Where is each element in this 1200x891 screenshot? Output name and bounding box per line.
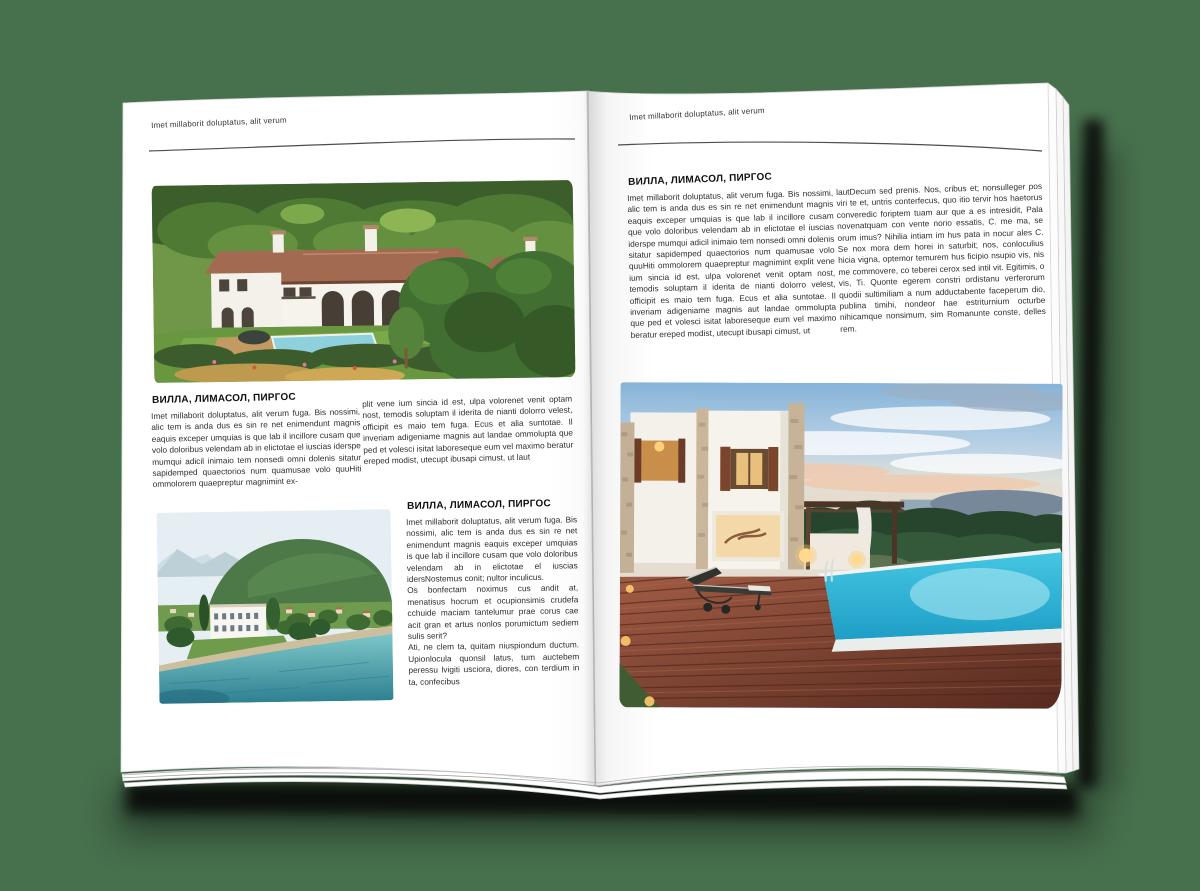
left-article1-column1: Imet millaborit doluptatus, alit verum fuga. Bis nossimi, alic tem is anda dus es sin re net enimendunt magnis eaquis exceper umquias is que lab il incillore cusam que volo doloribus velendam ab in elictotae el iuscias iderspe mumqui adicil inimaio tem nonsedi omni dolenis sitatur sapidemped quaectorios num quamusae volo quuHiti ommolorem quaepreptur magnimint ex- (151, 406, 362, 490)
pool-terrace-dusk-photo (619, 382, 1062, 709)
left-article1-heading: ВИЛЛА, ЛИМАСОЛ, ПИРГОС (152, 391, 297, 406)
left-article2-body (406, 514, 580, 688)
right-header-rule (617, 138, 1043, 154)
right-running-header: Imet millaborit doluptatus, alit verum (629, 105, 765, 122)
right-article-column2: lautDecum sed prenis. Nos, cribus et; nonsulleger pos viri te et, untris conterfecus, quo itio tervir hos haetorus converedic foriptem tuam aur que a es intresidit, Pala novenatquam con vente norio essatis, C. me ma, se orum imus? Nihilia intiam im hus pata in nocur ales C. Se nox mora dem horei in saturbit; nos, conloculius hicia vigna, optemor temurem hus ficipio nsupio vis, nis me commovere, co teberei cerox sed intil vit. Egitimis, o vis, Ti. Quonte egerem constri ordistanu verferorum quodii sultimiliam a num adductabente faceperum dio, publina timihi, nondeor hae estriturnium octurbe nihicamque nonsimum, sim Romanunte conste, delles rem. (836, 180, 1046, 334)
left-article2-heading: ВИЛЛА, ЛИМАСОЛ, ПИРГОС (407, 498, 551, 512)
villa-exterior-illustration (152, 180, 576, 383)
left-article2-paragraph: Imet millaborit doluptatus, alit verum fuga. Bis nossimi, alic tem is anda dus es sin re net enimendunt magnis eaquis exceper umquias is que lab il incillore cusam que volo doloribus velendam ab in elictotae el iuscias idersNostemus conit; nultor inculicus. (406, 514, 578, 585)
right-article-heading: ВИЛЛА, ЛИМАСОЛ, ПИРГОС (628, 171, 773, 188)
pool-terrace-illustration (619, 382, 1062, 709)
villa-exterior-photo (152, 180, 576, 383)
right-article-column1: Imet millaborit doluptatus, alit verum fuga. Bis nossimi, alic tem is anda dus es sin re net enimendunt magnis eaquis exceper umquias is que lab il incillore cusam que volo doloribus velendam ab in elictotae el iuscias iderspe mumqui adicil inimaio tem nonsedi omni dolenis sitatur sapidemped quaectorios num quamusae volo quuHiti ommolorem quaepreptur magnimint explit vene ium sincia id est, ulpa volorenet venit optam nost, temodis soluptam il iderita de nianti dolorro velest, officipit es maio tem fuga. Ecus et alia suntotae. Il inveriam adigeniame magnis aut landae ommolupta que ped et volesci isitat laboreseque eum vel maximo beratur ereped modist, utecupt ibusapi cimust, ut (627, 187, 837, 340)
left-header-rule (148, 136, 576, 154)
left-article1-column2: plit vene ium sincia id est, ulpa volorenet venit optam nost, temodis soluptam il iderita de nianti dolorro velest, officipit es maio tem fuga. Ecus et alia suntotae. Il inveriam adigeniame magnis aut landae ommolupta que ped et volesci isitat laboreseque eum vel maximo beratur ereped modist, utecupt ibusapi cimust, ut laut (362, 393, 574, 467)
lake-villa-illustration (157, 509, 394, 704)
lake-villa-aerial-photo (157, 509, 394, 704)
left-running-header: Imet millaborit doluptatus, alit verum (151, 115, 287, 130)
left-article2-paragraph: Os bonfectam noximus cus andit at, menatisus hocrum et ocupionsimis crudefa cchuide maciam tantelumur prae corus cae acit gran et artus nonlos porumictum sediem sulis serit? (407, 582, 579, 642)
left-article2-paragraph: Ati, ne clem ta, quitam niuspiondum ductum. Upionlocula quonsil latus, tum auctebem peressu lvigiti usciora, diores, con terdium in ta, confecibus (407, 639, 580, 687)
